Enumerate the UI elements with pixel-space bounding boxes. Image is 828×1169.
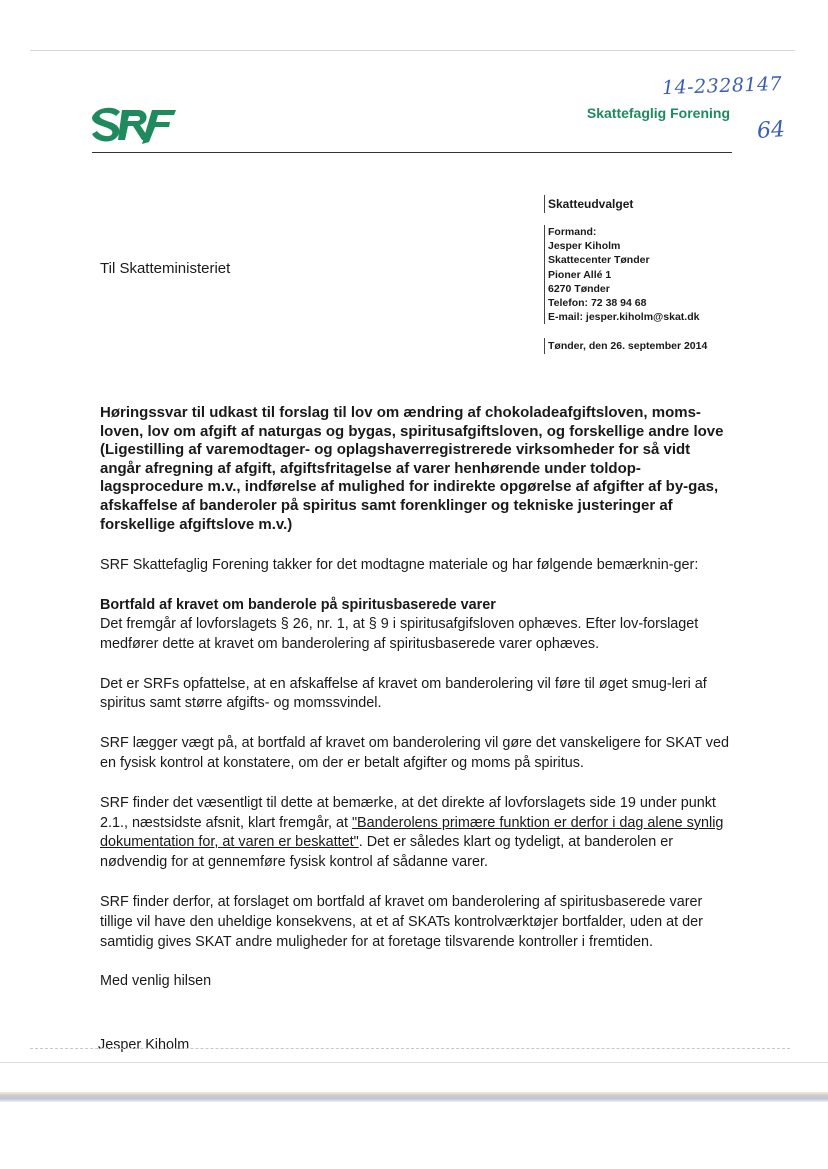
contact-line: Telefon: 72 38 94 68 (548, 297, 647, 310)
contact-line: Pioner Allé 1 (548, 268, 612, 281)
handwritten-page-mark: 64 (756, 117, 786, 144)
organization-name: Skattefaglig Forening (586, 105, 730, 121)
paragraph-5: SRF finder derfor, at forslaget om bortfald af kravet om banderolering af spiritusbaserede varer tillige vil have den uheldige konsekvens, at et af SKATs kontrolværktøjer bortfalder, uden at der samtidig gives SKAT andre muligheder for at foretage tilsvarende kontroller i fremtiden. (100, 893, 703, 950)
contact-line: Skattecenter Tønder (548, 254, 650, 267)
contact-block (544, 195, 774, 354)
paragraph-4-text: SRF finder det væsentligt til dette at bemærke, at det direkte af lovforslagets side 19 under punkt 2.1., næstsidste afsnit, klart fremgår, at (100, 794, 716, 831)
letter-date: Tønder, den 26. september 2014 (544, 338, 774, 354)
recipient: Til Skatteministeriet (100, 260, 231, 277)
contact-line: Jesper Kiholm (548, 240, 621, 253)
closing-greeting: Med venlig hilsen (100, 973, 212, 990)
handwritten-reference-number: 14-2328147 (661, 72, 783, 100)
contact-details (544, 225, 774, 324)
paragraph-4 (100, 794, 730, 873)
header-divider (92, 152, 732, 153)
scan-bottom-band (0, 1092, 828, 1102)
committee-name: Skatteudvalget (544, 195, 774, 213)
signature-line (30, 1048, 790, 1050)
paragraph-4-quote: "Banderolens primære funktion er derfor i dag alene synlig dokumentation for, at varen er beskattet" (100, 814, 724, 851)
scan-edge-line (30, 50, 795, 51)
letter-subject: Høringssvar til udkast til forslag til lov om ændring af chokoladeafgiftsloven, moms-loven, lov om afgift af naturgas og bygas, spiritusafgiftsloven, og forskellige andre love (Ligestilling af varemodtager- og oplagshaverregistrerede virksomheder for så vidt angår afregning af afgift, afgiftsfritagelse af varer henhørende under toldop-lagsprocedure m.v., indførelse af mulighed for indirekte opgørelse af afgifter af by-gas, afskaffelse af banderoler på spiritus samt forenklinger og tekniske justeringer af forskellige afgiftslove m.v.) (100, 404, 724, 533)
contact-line: 6270 Tønder (548, 282, 610, 295)
paragraph-4-text-end: . Det er således klart og tydeligt, at banderolen er nødvendig for at gennemføre fysisk kontrol af sådanne varer. (100, 834, 674, 871)
contact-email: E-mail: jesper.kiholm@skat.dk (548, 311, 700, 324)
paragraph-3: SRF lægger vægt på, at bortfald af kravet om banderolering vil gøre det vanskeligere for SKAT ved en fysisk kontrol at konstatere, om der er betalt afgifter og moms på spiritus. (100, 735, 729, 771)
srf-logo (92, 100, 176, 146)
paragraph-2: Det er SRFs opfattelse, at en afskaffelse af kravet om banderolering vil føre til øget smug-leri af spiritus samt større afgifts- og momssvindel. (100, 675, 707, 712)
section-title: Bortfald af kravet om banderole på spiritusbaserede varer (100, 596, 496, 613)
intro-paragraph: SRF Skattefaglig Forening takker for det modtagne materiale og har følgende bemærknin-ger: (100, 557, 699, 574)
paragraph-1: Det fremgår af lovforslagets § 26, nr. 1, at § 9 i spiritusafgifsloven ophæves. Efter lov-forslaget medfører dette at kravet om banderolering af spiritusbaserede varer ophæves. (100, 615, 699, 652)
contact-line: Formand: (548, 226, 597, 238)
signer-name: Jesper Kiholm (98, 1037, 190, 1053)
scan-edge-line-bottom (0, 1062, 828, 1063)
letter-body (100, 404, 730, 992)
